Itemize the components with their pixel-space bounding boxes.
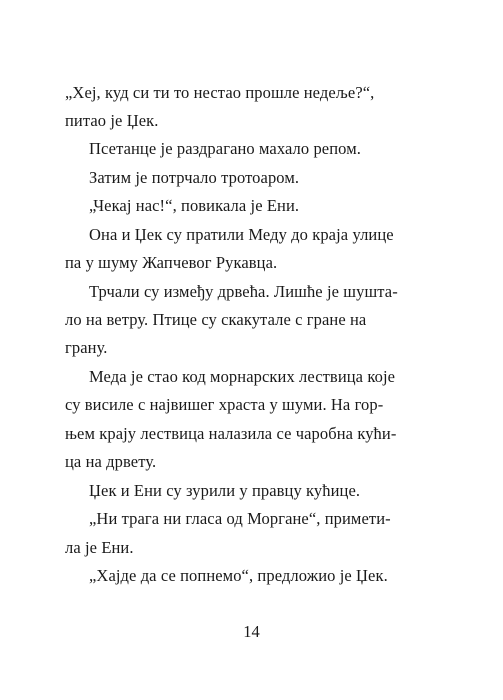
text-line: питао је Џек. (65, 111, 159, 130)
text-line: њем крају лествица налазила се чаробна кући- (65, 424, 397, 443)
text-line: ла је Ени. (65, 538, 134, 557)
text-line: Трчали су између дрвећа. Лишће је шушта- (89, 282, 398, 301)
text-line: ло на ветру. Птице су скакутале с гране на (65, 310, 367, 329)
text-line: су висиле с највишег храста у шуми. На гор- (65, 395, 384, 414)
text-line: ца на дрвету. (65, 452, 157, 471)
text-line: „Хеј, куд си ти то нестао прошле недеље?“, (65, 83, 375, 102)
page-number: 14 (243, 622, 260, 641)
text-line: Она и Џек су пратили Меду до краја улице (89, 225, 394, 244)
text-line: грану. (65, 338, 108, 357)
text-line: па у шуму Жапчевог Рукавца. (65, 253, 278, 272)
text-line: „Чекај нас!“, повикала је Ени. (89, 196, 300, 215)
text-line: Затим је потрчало тротоаром. (89, 168, 300, 187)
text-line: Џек и Ени су зурили у правцу кућице. (89, 481, 361, 500)
text-line: Меда је стао код морнарских лествица које (89, 367, 396, 386)
text-line: „Хајде да се попнемо“, предложио је Џек. (89, 566, 388, 585)
text-line: Псетанце је раздрагано махало репом. (89, 139, 361, 158)
text-line: „Ни трага ни гласа од Моргане“, примети- (89, 509, 391, 528)
